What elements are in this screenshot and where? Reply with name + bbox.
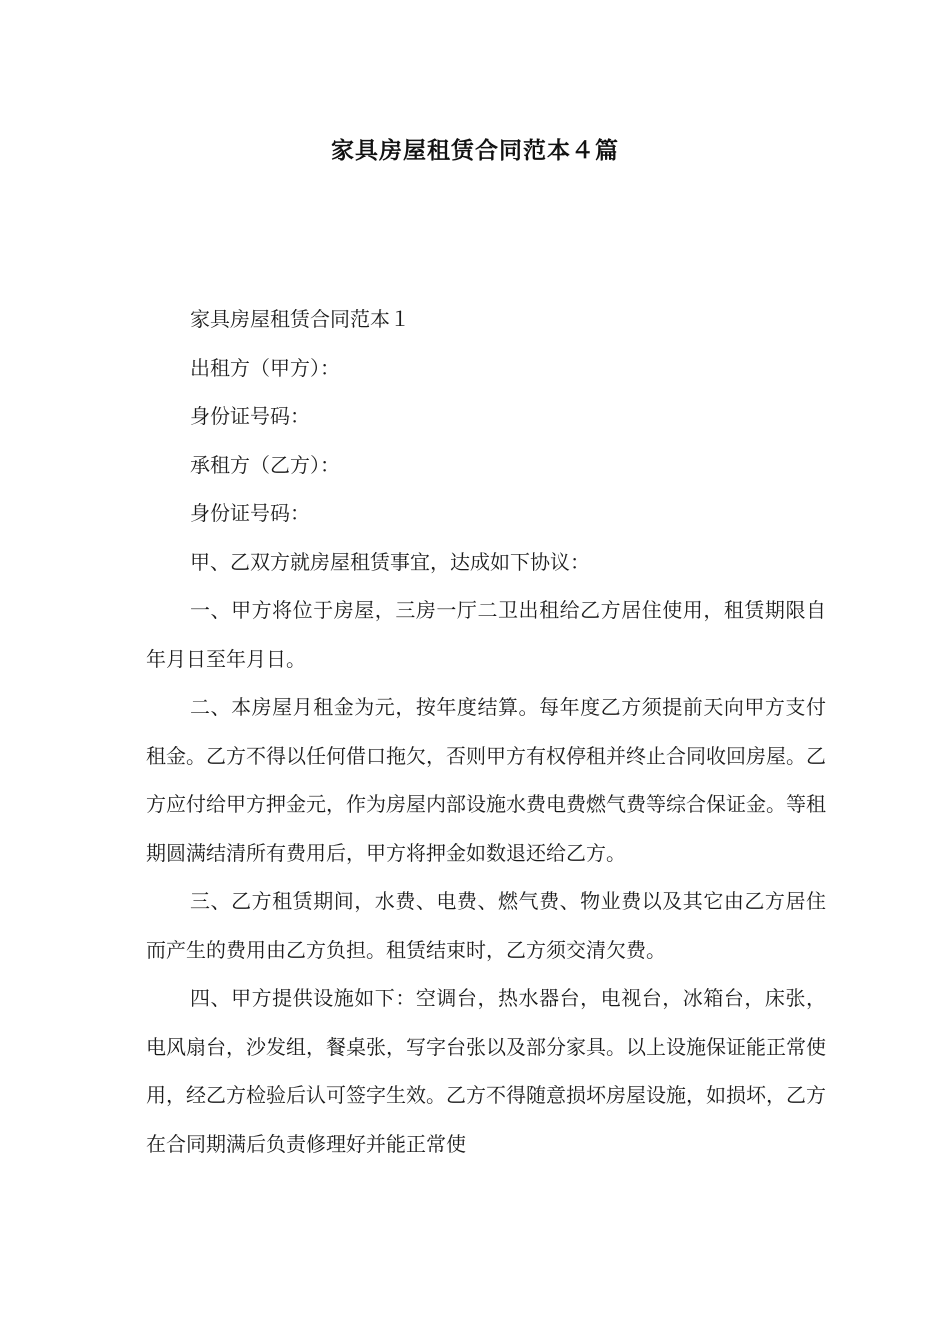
clause-2: 二、本房屋月租金为元，按年度结算。每年度乙方须提前天向甲方支付租金。乙方不得以任何借口拖欠，否则甲方有权停租并终止合同收回房屋。乙方应付给甲方押金元，作为房屋内部设施水费电费燃气费等综合保证金。等租期圆满结清所有费用后，甲方将押金如数退还给乙方。 — [146, 695, 826, 865]
lessor-id-field: 身份证号码： — [190, 404, 310, 428]
document-body — [146, 295, 826, 1168]
lessee-field: 承租方（乙方）： — [190, 452, 340, 477]
section-heading: 家具房屋租赁合同范本１ — [190, 307, 410, 331]
lessor-field: 出租方（甲方）： — [190, 355, 340, 380]
lessee-id-field: 身份证号码： — [190, 501, 310, 525]
clause-3: 三、乙方租赁期间，水费、电费、燃气费、物业费以及其它由乙方居住而产生的费用由乙方负担。租赁结束时，乙方须交清欠费。 — [146, 889, 826, 962]
document-title: 家具房屋租赁合同范本４篇 — [331, 138, 619, 164]
clause-4: 四、甲方提供设施如下：空调台，热水器台，电视台，冰箱台，床张，电风扇台，沙发组，餐桌张，写字台张以及部分家具。以上设施保证能正常使用，经乙方检验后认可签字生效。乙方不得随意损坏房屋设施，如损坏，乙方在合同期满后负责修理好并能正常使 — [146, 986, 826, 1156]
clause-1: 一、甲方将位于房屋，三房一厅二卫出租给乙方居住使用，租赁期限自年月日至年月日。 — [146, 598, 826, 671]
agreement-intro: 甲、乙双方就房屋租赁事宜，达成如下协议： — [190, 549, 590, 574]
